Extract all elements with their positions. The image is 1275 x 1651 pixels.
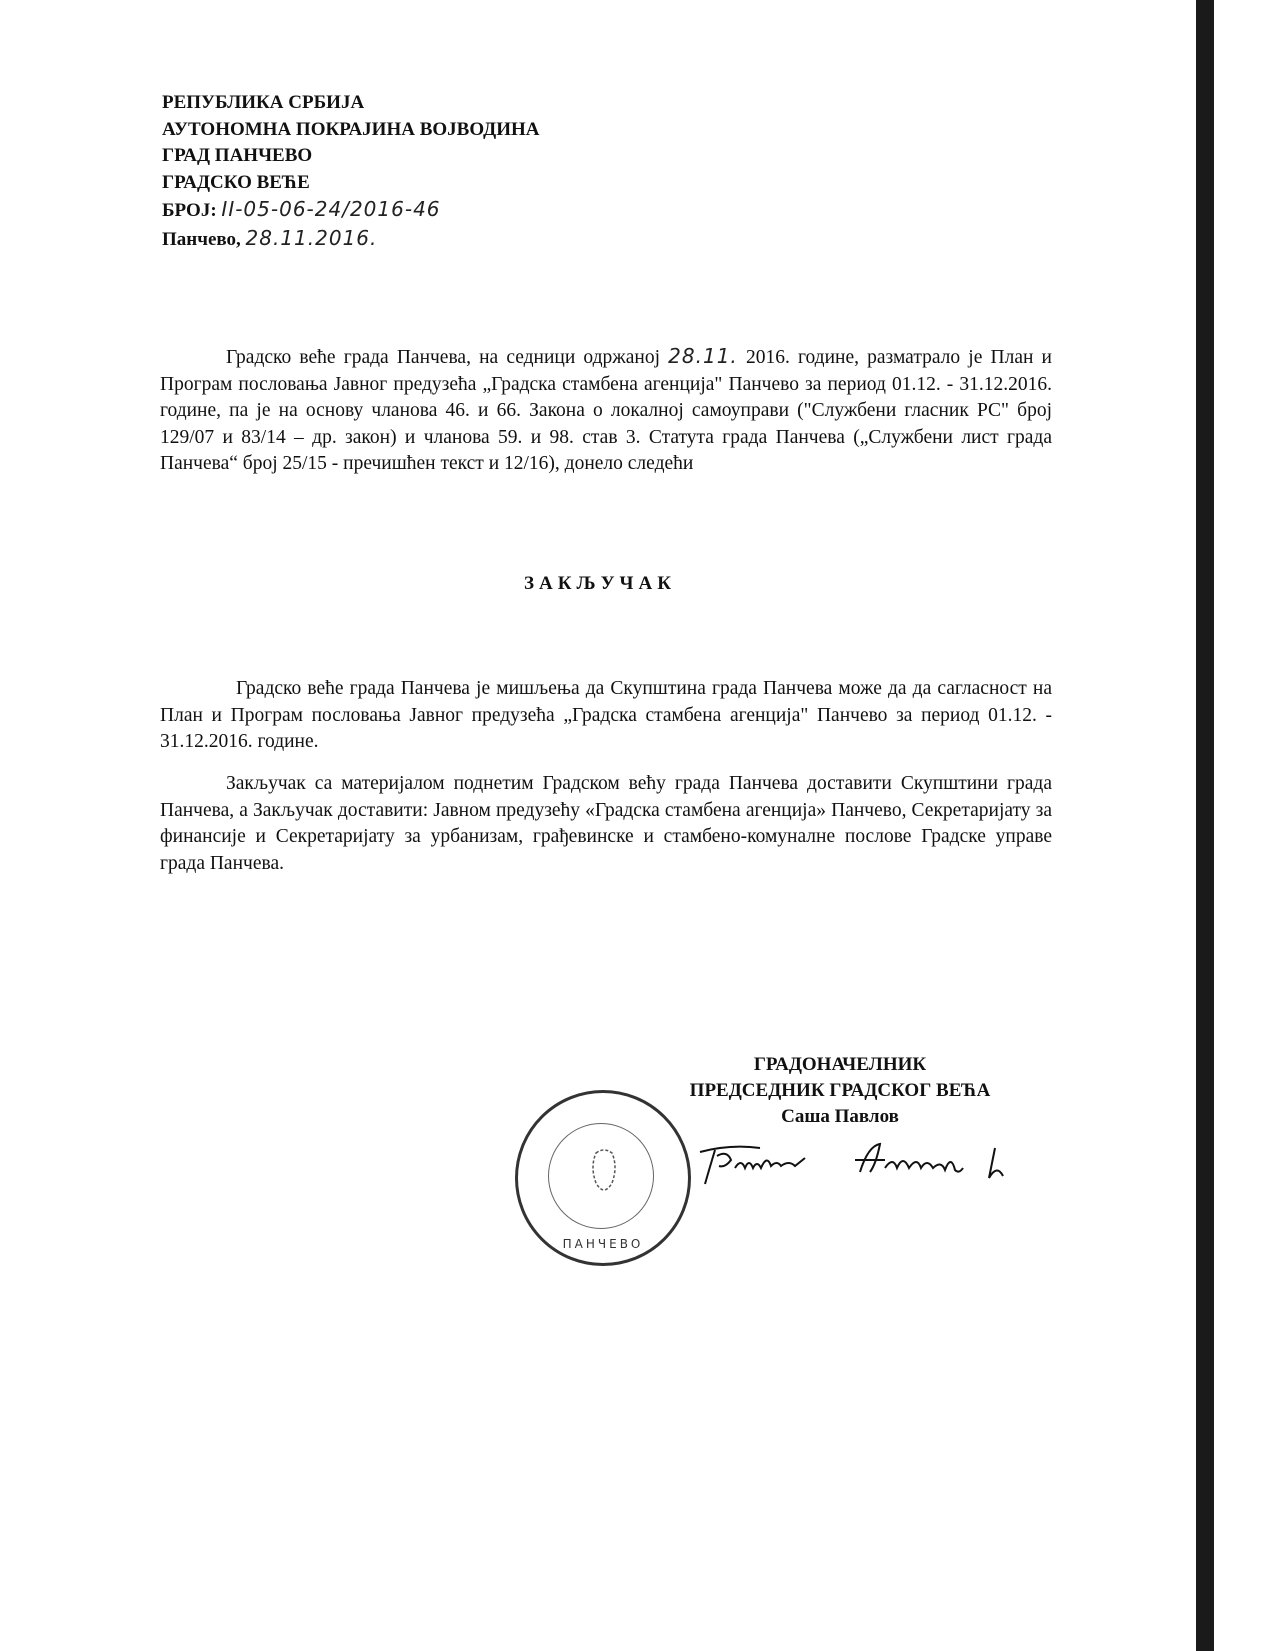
place-label: Панчево,	[162, 228, 241, 250]
document-number	[162, 196, 540, 225]
document-date	[162, 225, 540, 254]
number-label: БРОЈ:	[162, 200, 217, 221]
scan-margin	[1214, 0, 1275, 1651]
handwritten-signature	[695, 1138, 1035, 1188]
header-line: РЕПУБЛИКА СРБИЈА	[162, 92, 365, 113]
document-header	[162, 90, 540, 253]
document-title: ЗАКЉУЧАК	[524, 573, 676, 594]
seal-bottom-text: ПАНЧЕВО	[562, 1237, 644, 1251]
official-seal	[515, 1090, 691, 1266]
date-value: 28.11.2016.	[245, 225, 378, 250]
header-line: ГРАДСКО ВЕЋЕ	[162, 171, 310, 193]
signatory-name: Саша Павлов	[781, 1106, 899, 1127]
signatory-title-2: ПРЕДСЕДНИК ГРАДСКОГ ВЕЋА	[689, 1080, 991, 1101]
delivery-paragraph: Закључак са материјалом поднетим Градском већу града Панчева доставити Скупштини града Панчева, а Закључак доставити: Јавном предузећу «Градска стамбена агенција» Панчево, Секретаријату за финансије и Секретаријату за урбанизам, грађевинске и стамбено-комуналне послове Градске управе града Панчева.	[160, 773, 1052, 874]
signatory-title: ГРАДОНАЧЕЛНИК	[753, 1054, 927, 1075]
number-value: II-05-06-24/2016-46	[221, 197, 441, 221]
conclusion-paragraph: Градско веће града Панчева је мишљења да Скупштина града Панчева може да да сагласност на План и Програм пословања Јавног предузећа „Градска стамбена агенција" Панчево за период 01.12. - 31.12.2016. године.	[160, 678, 1052, 752]
scan-edge	[1196, 0, 1214, 1651]
intro-paragraph	[160, 343, 1052, 478]
handwritten-session-date: 28.11.	[668, 344, 738, 368]
header-line: ГРАД ПАНЧЕВО	[162, 145, 313, 166]
header-line: АУТОНОМНА ПОКРАЈИНА ВОЈВОДИНА	[162, 118, 540, 140]
intro-text-end: 2016. године, разматрало је План и Програм пословања Јавног предузећа „Градска стамбена агенција" Панчево за период 01.12. - 31.12.2016. године, па је на основу чланова 46. и 66. Закона о локалној самоуправи ("Службени гласник РС" број 129/07 и 83/14 – др. закон) и чланова 59. и 98. став 3. Статута града Панчева („Службени лист града Панчева“ број 25/15 - пречишћен текст и 12/16), донело следећи	[160, 347, 1052, 474]
intro-text-start: Градско веће града Панчева, на седници одржаној	[226, 347, 669, 368]
signature-block	[660, 1052, 1020, 1130]
